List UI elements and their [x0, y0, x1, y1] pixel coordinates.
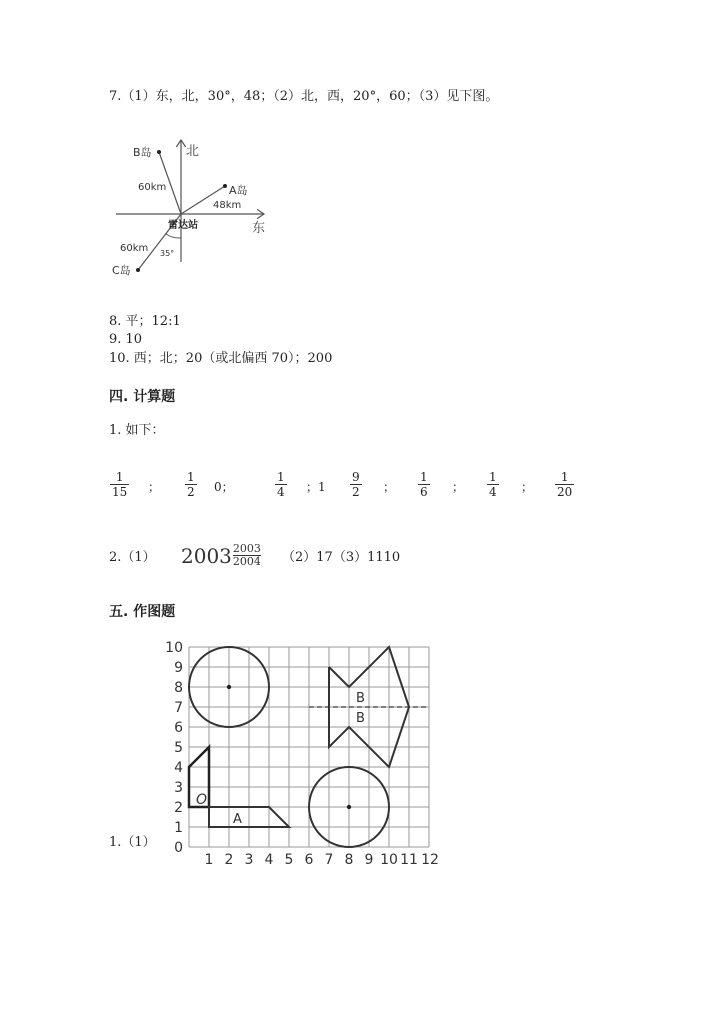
- s4-q2-suffix: （2）17（3）1110: [282, 550, 401, 565]
- svg-text:9: 9: [174, 660, 183, 676]
- svg-text:8: 8: [174, 680, 183, 696]
- svg-text:A: A: [233, 812, 242, 827]
- radar-diagram: [100, 130, 280, 280]
- svg-text:7: 7: [324, 852, 334, 868]
- svg-text:3: 3: [174, 780, 183, 796]
- q10-answer: 10. 西；北；20（或北偏西 70）；200: [109, 351, 333, 366]
- island-c-label: C岛: [112, 264, 131, 277]
- svg-text:1: 1: [174, 820, 183, 836]
- q9-answer: 9. 10: [109, 332, 143, 347]
- fraction-1: $\frac{1}{15}$: [112, 470, 128, 499]
- fraction-7: $\frac{1}{20}$: [557, 470, 573, 499]
- north-label: 北: [186, 144, 200, 159]
- svg-text:2: 2: [224, 852, 234, 868]
- s5-q1-label: 1.（1）: [109, 835, 156, 850]
- svg-text:60km: 60km: [120, 243, 149, 254]
- svg-text:1: 1: [204, 852, 214, 868]
- section-5-title: 五. 作图题: [109, 604, 176, 620]
- svg-text:7: 7: [174, 700, 183, 716]
- east-label: 东: [252, 221, 266, 236]
- svg-text:4: 4: [264, 852, 274, 868]
- svg-text:35°: 35°: [160, 249, 175, 258]
- section-4-title: 四. 计算题: [109, 389, 176, 405]
- mixed-number: 2003 2003 2004: [181, 542, 261, 568]
- fraction-6: $\frac{1}{4}$: [489, 470, 497, 499]
- fraction-5: $\frac{1}{6}$: [420, 470, 428, 499]
- svg-text:11: 11: [400, 852, 418, 868]
- svg-text:12: 12: [421, 852, 439, 868]
- fraction-4: $\frac{9}{2}$: [352, 470, 360, 499]
- svg-text:48km: 48km: [213, 200, 242, 211]
- island-a-label: A岛: [229, 184, 248, 197]
- svg-text:5: 5: [174, 740, 183, 756]
- s4-q1-label: 1. 如下：: [109, 423, 165, 438]
- svg-text:B: B: [356, 691, 365, 706]
- svg-text:5: 5: [284, 852, 294, 868]
- s4-q2-prefix: 2.（1）: [109, 550, 156, 565]
- svg-text:10: 10: [380, 852, 398, 868]
- svg-text:6: 6: [304, 852, 314, 868]
- svg-text:3: 3: [244, 852, 254, 868]
- svg-text:2: 2: [174, 800, 183, 816]
- fraction-3: $\frac{1}{4}$: [277, 470, 285, 499]
- svg-text:4: 4: [174, 760, 183, 776]
- island-b-label: B岛: [133, 146, 152, 159]
- fraction-2: $\frac{1}{2}$: [187, 470, 195, 499]
- svg-text:10: 10: [165, 640, 183, 656]
- center-label: 雷达站: [168, 220, 198, 231]
- q7-answer-text: 7.（1）东，北，30°，48；（2）北，西，20°，60；（3）见下图。: [109, 89, 499, 104]
- svg-text:60km: 60km: [138, 182, 167, 193]
- svg-text:6: 6: [174, 720, 183, 736]
- svg-text:8: 8: [344, 852, 354, 868]
- q8-answer: 8. 平；12:1: [109, 314, 181, 329]
- svg-text:O: O: [196, 792, 208, 808]
- coordinate-grid: [155, 635, 445, 870]
- svg-text:9: 9: [364, 852, 374, 868]
- svg-text:B: B: [356, 711, 365, 726]
- svg-text:0: 0: [174, 840, 183, 856]
